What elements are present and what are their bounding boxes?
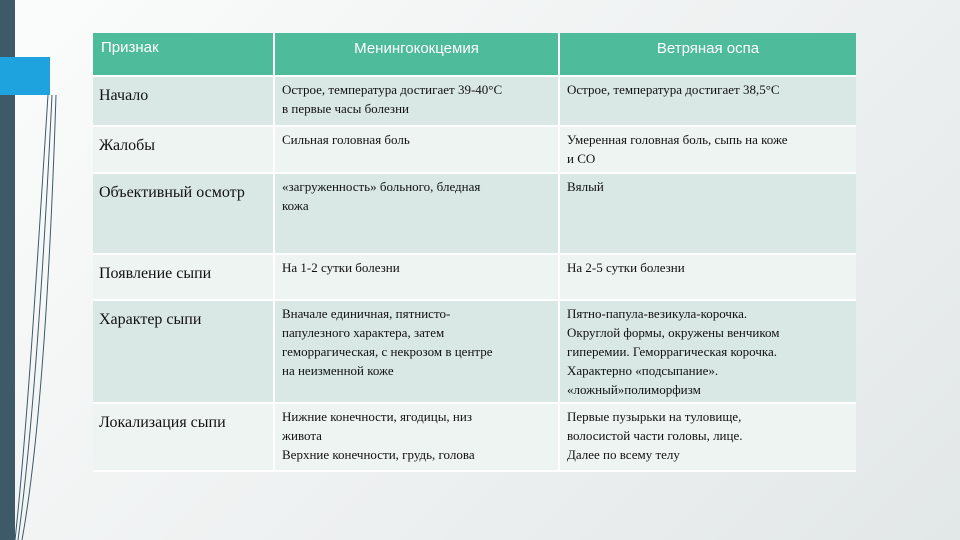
header-chickenpox: Ветряная оспа xyxy=(560,33,856,77)
chickenpox-cell xyxy=(560,77,856,127)
chickenpox-cell xyxy=(560,127,856,174)
table-row xyxy=(93,301,856,404)
cell-line: Характерно «подсыпание». xyxy=(567,363,719,378)
feature-cell: Жалобы xyxy=(93,127,275,174)
chickenpox-cell xyxy=(560,255,856,301)
cell-line: в первые часы болезни xyxy=(282,101,409,116)
cell-line: кожа xyxy=(282,198,309,213)
header-feature: Признак xyxy=(93,33,275,77)
feature-cell: Появление сыпи xyxy=(93,255,275,301)
cell-line: Нижние конечности, ягодицы, низ xyxy=(282,409,472,424)
chickenpox-cell xyxy=(560,301,856,404)
cell-line: Округлой формы, окружены венчиком xyxy=(567,325,780,340)
meningococcemia-cell xyxy=(275,255,560,301)
cell-line: волосистой части головы, лице. xyxy=(567,428,743,443)
meningococcemia-cell xyxy=(275,127,560,174)
header-meningococcemia: Менингококцемия xyxy=(275,33,560,77)
chickenpox-cell xyxy=(560,174,856,255)
cell-line: На 1-2 сутки болезни xyxy=(282,260,400,275)
cell-line: геморрагическая, с некрозом в центре xyxy=(282,344,493,359)
feature-cell: Локализация сыпи xyxy=(93,404,275,472)
cell-line: Первые пузырьки на туловище, xyxy=(567,409,742,424)
cell-line: «загруженность» больного, бледная xyxy=(282,179,481,194)
cell-line: Пятно-папула-везикула-корочка. xyxy=(567,306,748,321)
meningococcemia-cell xyxy=(275,404,560,472)
chickenpox-cell xyxy=(560,404,856,472)
meningococcemia-cell xyxy=(275,301,560,404)
table-row xyxy=(93,404,856,472)
cell-line: Острое, температура достигает 39-40°С xyxy=(282,82,503,97)
table-row xyxy=(93,255,856,301)
cell-line: Острое, температура достигает 38,5°С xyxy=(567,82,780,97)
feature-cell: Начало xyxy=(93,77,275,127)
cell-line: гиперемии. Геморрагическая корочка. xyxy=(567,344,778,359)
feature-cell: Характер сыпи xyxy=(93,301,275,404)
table-row xyxy=(93,174,856,255)
cell-line: Умеренная головная боль, сыпь на коже xyxy=(567,132,788,147)
cell-line: На 2-5 сутки болезни xyxy=(567,260,685,275)
table-row xyxy=(93,77,856,127)
cell-line: Верхние конечности, грудь, голова xyxy=(282,447,475,462)
cell-line: Сильная головная боль xyxy=(282,132,410,147)
cell-line: Вначале единичная, пятнисто- xyxy=(282,306,451,321)
cell-line: папулезного характера, затем xyxy=(282,325,445,340)
feature-cell: Объективный осмотр xyxy=(93,174,275,255)
cell-line: Далее по всему телу xyxy=(567,447,680,462)
table-header-row xyxy=(93,33,856,77)
cell-line: Вялый xyxy=(567,179,604,194)
meningococcemia-cell xyxy=(275,77,560,127)
meningococcemia-cell xyxy=(275,174,560,255)
comparison-table xyxy=(93,33,856,472)
cell-line: «ложный»полиморфизм xyxy=(567,382,701,397)
table-row xyxy=(93,127,856,174)
cell-line: на неизменной коже xyxy=(282,363,394,378)
cell-line: и СО xyxy=(567,151,596,166)
cell-line: живота xyxy=(282,428,322,443)
